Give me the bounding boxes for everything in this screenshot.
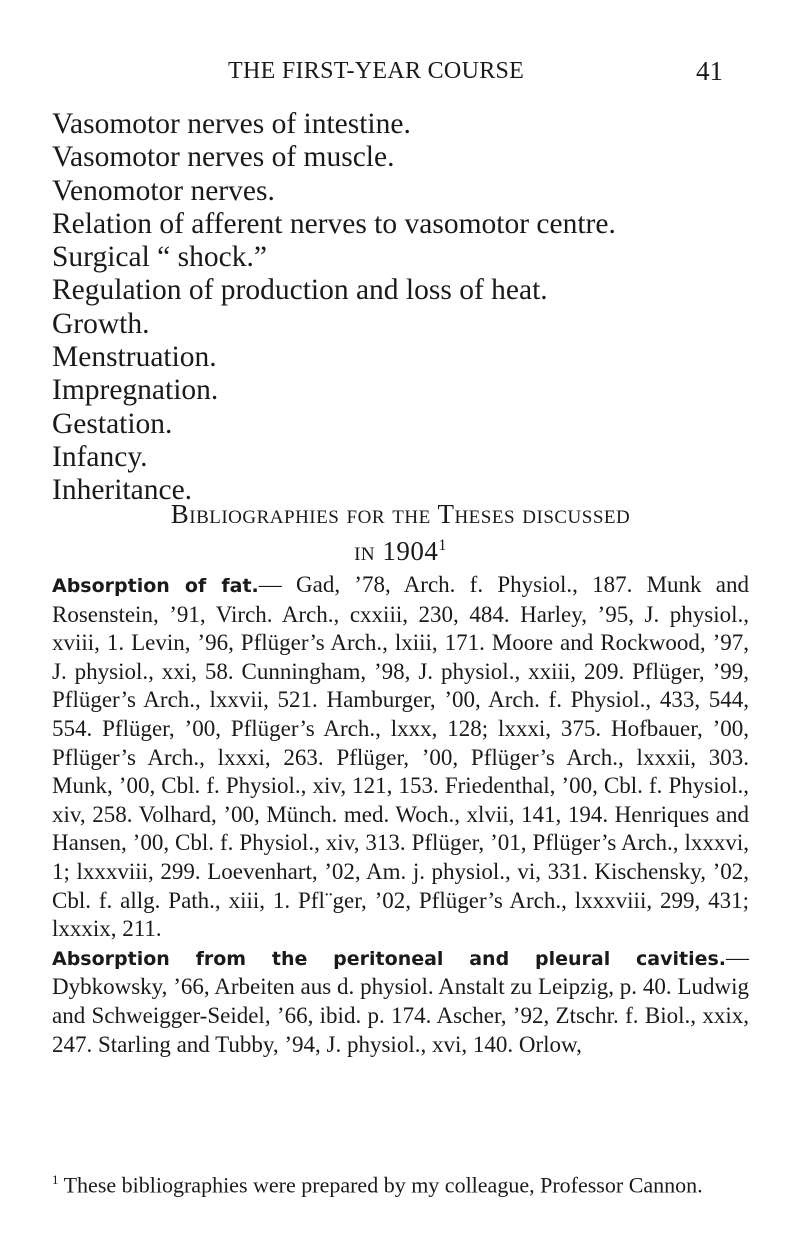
page-number: 41 — [696, 56, 723, 86]
bibliography-section — [52, 571, 749, 944]
topic-item: Menstruation. — [52, 341, 217, 374]
topic-item: Impregnation. — [52, 374, 219, 407]
section-text: — Gad, ’78, Arch. f. Physiol., 187. Munk and Rosenstein, ’91, Virch. Arch., cxxiii, 230, 484. Harley, ’95, J. physiol., xviii, 1. Levin, ’96, Pflüger’s Arch., lxiii, 171. Moore and Rockwood, ’97, J. physiol., xxi, 58. Cunningham, ’98, J. physiol., xxiii, 209. Pflüger, ’99, Pflüger’s Arch., lxxvii, 521. Hamburger, ’00, Arch. f. Physiol., 433, 544, 554. Pflüger, ’00, Pflüger’s Arch., lxxx, 128; lxxxi, 375. Hofbauer, ’00, Pflüger’s Arch., lxxxi, 263. Pflüger, ’00, Pflüger’s Arch., lxxxii, 303. Munk, ’00, Cbl. f. Physiol., xiv, 121, 153. Friedenthal, ’00, Cbl. f. Physiol., xiv, 258. Volhard, ’00, Münch. med. Woch., xlvii, 141, 194. Henriques and Hansen, ’00, Cbl. f. Physiol., xiv, 313. Pflüger, ’01, Pflüger’s Arch., lxxxvi, 1; lxxxviii, 299. Loevenhart, ’02, Am. j. physiol., vi, 331. Kischensky, ’02, Cbl. f. allg. Path., xiii, 1. Pfl¨ger, ’02, Pflüger’s Arch., lxxxviii, 299, 431; lxxxix, 211. — [52, 572, 750, 942]
topic-item: Relation of afferent nerves to vasomotor centre. — [52, 207, 616, 240]
bibliography-heading-line-2 — [0, 530, 801, 567]
section-title: Absorption of fat. — [52, 575, 259, 597]
topic-item: Inheritance. — [52, 474, 193, 507]
page-header — [0, 56, 801, 96]
bibliography-heading-year: in 1904 — [354, 536, 439, 566]
bibliography-heading — [0, 498, 801, 567]
footnote — [52, 1167, 749, 1198]
footnote-mark: 1 — [52, 1172, 59, 1187]
topic-item: Infancy. — [52, 440, 148, 473]
section-title: Absorption from the peritoneal and pleural cavities. — [52, 947, 726, 970]
topic-item: Growth. — [52, 307, 150, 340]
topic-item: Vasomotor nerves of intestine. — [52, 108, 411, 140]
topic-item: Venomotor nerves. — [52, 174, 275, 207]
topic-item: Vasomotor nerves of muscle. — [52, 141, 395, 174]
topic-item: Gestation. — [52, 407, 173, 440]
bibliography-heading-line-1: Bibliographies for the Theses discussed — [170, 499, 631, 529]
bibliography-section — [52, 944, 749, 1059]
footnote-reference-mark: 1 — [438, 537, 447, 554]
topic-item: Regulation of production and loss of heat. — [52, 274, 548, 307]
topic-list — [52, 108, 752, 508]
topic-item: Surgical “ shock.” — [52, 241, 267, 274]
running-head: THE FIRST-YEAR COURSE — [228, 58, 525, 84]
bibliography-body — [52, 571, 749, 1059]
section-text: — Dybkowsky, ’66, Arbeiten aus d. physiol. Anstalt zu Leipzig, p. 40. Ludwig and Schweigger-Seidel, ’66, ibid. p. 174. Ascher, ’92, Ztschr. f. Biol., xxix, 247. Starling and Tubby, ’94, J. physiol., xvi, 140. Orlow, — [52, 944, 749, 1057]
footnote-text: These bibliographies were prepared by my colleague, Professor Cannon. — [63, 1172, 703, 1198]
